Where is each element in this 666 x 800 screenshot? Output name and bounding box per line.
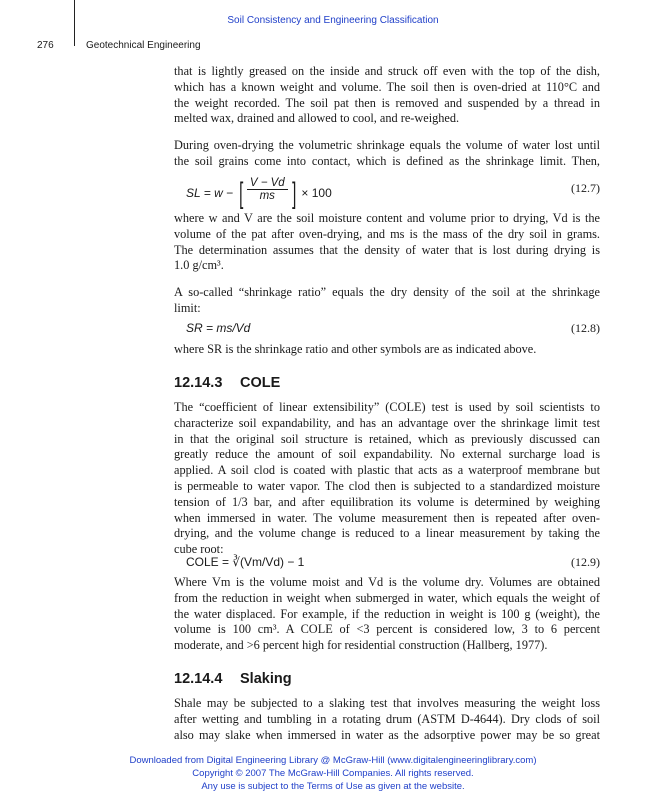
text-line: applied. A soil clod is coated with plastic that acts as a waterproof membrane but <box>174 463 600 478</box>
text-line: volume is 100 cm³. A COLE of <3 percent is considered low, 3 to 6 percent <box>174 622 600 637</box>
footer-terms-of-use[interactable]: Any use is subject to the Terms of Use as given at the website. <box>201 781 465 792</box>
equation-12-9 <box>186 555 600 573</box>
text-line: A so-called “shrinkage ratio” equals the dry density of the soil at the shrinkage <box>174 285 600 299</box>
text-line: Shale may be subjected to a slaking test that involves measuring the weight loss <box>174 696 600 710</box>
footer-download-link[interactable]: Downloaded from Digital Engineering Library @ McGraw-Hill (www.digitalengineeringlibrary.com) <box>129 755 537 766</box>
paragraph-where-sr <box>174 342 600 358</box>
text-line: that is lightly greased on the inside and struck off even with the top of the dish, <box>174 64 600 78</box>
text-line: in that the original soil structure is retained, which as previously discussed can <box>174 431 600 446</box>
equation-number: (12.7) <box>571 181 600 195</box>
book-title: Geotechnical Engineering <box>86 40 201 51</box>
equation-12-7 <box>186 170 600 210</box>
text-line: which has a known weight and volume. The soil then is oven-dried at 110°C and <box>174 79 600 94</box>
paragraph-shrinkage-limit <box>174 138 600 170</box>
text-line: also may slake when immersed in water as the adsorptive power may be so great <box>174 727 600 742</box>
text-line: cube root: <box>174 542 224 557</box>
fraction <box>247 177 288 202</box>
paragraph-cole-description <box>174 400 600 558</box>
section-title: COLE <box>240 375 281 391</box>
paragraph-where-w-v <box>174 211 600 274</box>
footer-copyright: Copyright © 2007 The McGraw-Hill Companies. All rights reserved. <box>192 768 474 779</box>
text-line: after wetting and tumbling in a rotating drum (ASTM D-4644). Dry clods of soil <box>174 711 600 726</box>
section-number: 12.14.4 <box>174 671 223 687</box>
text-line: from the reduction in weight when submerged in water, which equals the weight of <box>174 590 600 605</box>
paragraph-slaking <box>174 696 600 743</box>
header-divider <box>74 0 75 46</box>
text-line: is permeable to water vapor. The clod then is subjected to a standardized moisture <box>174 478 600 493</box>
equation-12-8 <box>186 321 600 339</box>
text-line: where SR is the shrinkage ratio and other symbols are as indicated above. <box>174 342 537 356</box>
section-heading-slaking <box>174 671 292 687</box>
equation-rhs: × 100 <box>301 186 332 201</box>
equation-expression: SR = ms/Vd <box>186 321 251 335</box>
equation-number: (12.9) <box>571 555 600 569</box>
text-line: the soil grains come into contact, which is defined as the shrinkage limit. Then, <box>174 153 600 168</box>
text-line: the water displaced. For example, if the reduction in weight is 100 g (weight), the <box>174 606 600 621</box>
text-line: The determination assumes that the density of water that is lost during drying is <box>174 242 600 257</box>
text-line: melted wax, drained and allowed to cool, and re-weighed. <box>174 111 460 126</box>
paragraph-shrinkage-ratio <box>174 285 600 317</box>
paragraph-oven-drying <box>174 64 600 127</box>
running-head: Soil Consistency and Engineering Classification <box>227 15 439 26</box>
text-line: moderate, and >6 percent high for residential construction (Hallberg, 1977). <box>174 638 548 653</box>
text-line: characterize soil expandability, and has an advantage over the shrinkage limit test <box>174 415 600 430</box>
right-bracket: ] <box>291 177 296 210</box>
text-line: tension of 1/3 bar, and after equilibration its volume is determined by weighing <box>174 494 600 509</box>
text-line: limit: <box>174 300 201 315</box>
equation-expression: COLE = ∛(Vm/Vd) − 1 <box>186 555 305 569</box>
fraction-numerator: V − Vd <box>247 177 288 190</box>
page-number: 276 <box>37 40 54 51</box>
text-line: greatly reduce the amount of soil expandability. No external surcharge load is <box>174 447 600 462</box>
text-line: where w and V are the soil moisture content and volume prior to drying, Vd is the <box>174 211 600 225</box>
section-number: 12.14.3 <box>174 375 223 391</box>
fraction-denominator: ms <box>259 189 275 202</box>
text-line: when immersed in water. The volume measurement then is repeated after oven- <box>174 510 600 525</box>
text-line: The “coefficient of linear extensibility” (COLE) test is used by soil scientists to <box>174 400 600 414</box>
text-line: the weight recorded. The soil pat then is removed and suspended by a thread in <box>174 95 600 110</box>
section-heading-cole <box>174 375 280 391</box>
equation-lhs: SL = w − <box>186 186 234 201</box>
left-bracket: [ <box>238 177 243 210</box>
section-title: Slaking <box>240 671 292 687</box>
text-line: During oven-drying the volumetric shrinkage equals the volume of water lost until <box>174 138 600 152</box>
text-line: Where Vm is the volume moist and Vd is the volume dry. Volumes are obtained <box>174 575 600 589</box>
text-line: drying, and the volume change is reduced to a linear measurement by taking the <box>174 526 600 541</box>
text-line: 1.0 g/cm³. <box>174 258 224 273</box>
equation-number: (12.8) <box>571 321 600 335</box>
text-line: volume of the pat after oven-drying, and ms is the mass of the dry soil in grams. <box>174 226 600 241</box>
paragraph-volumes <box>174 575 600 654</box>
